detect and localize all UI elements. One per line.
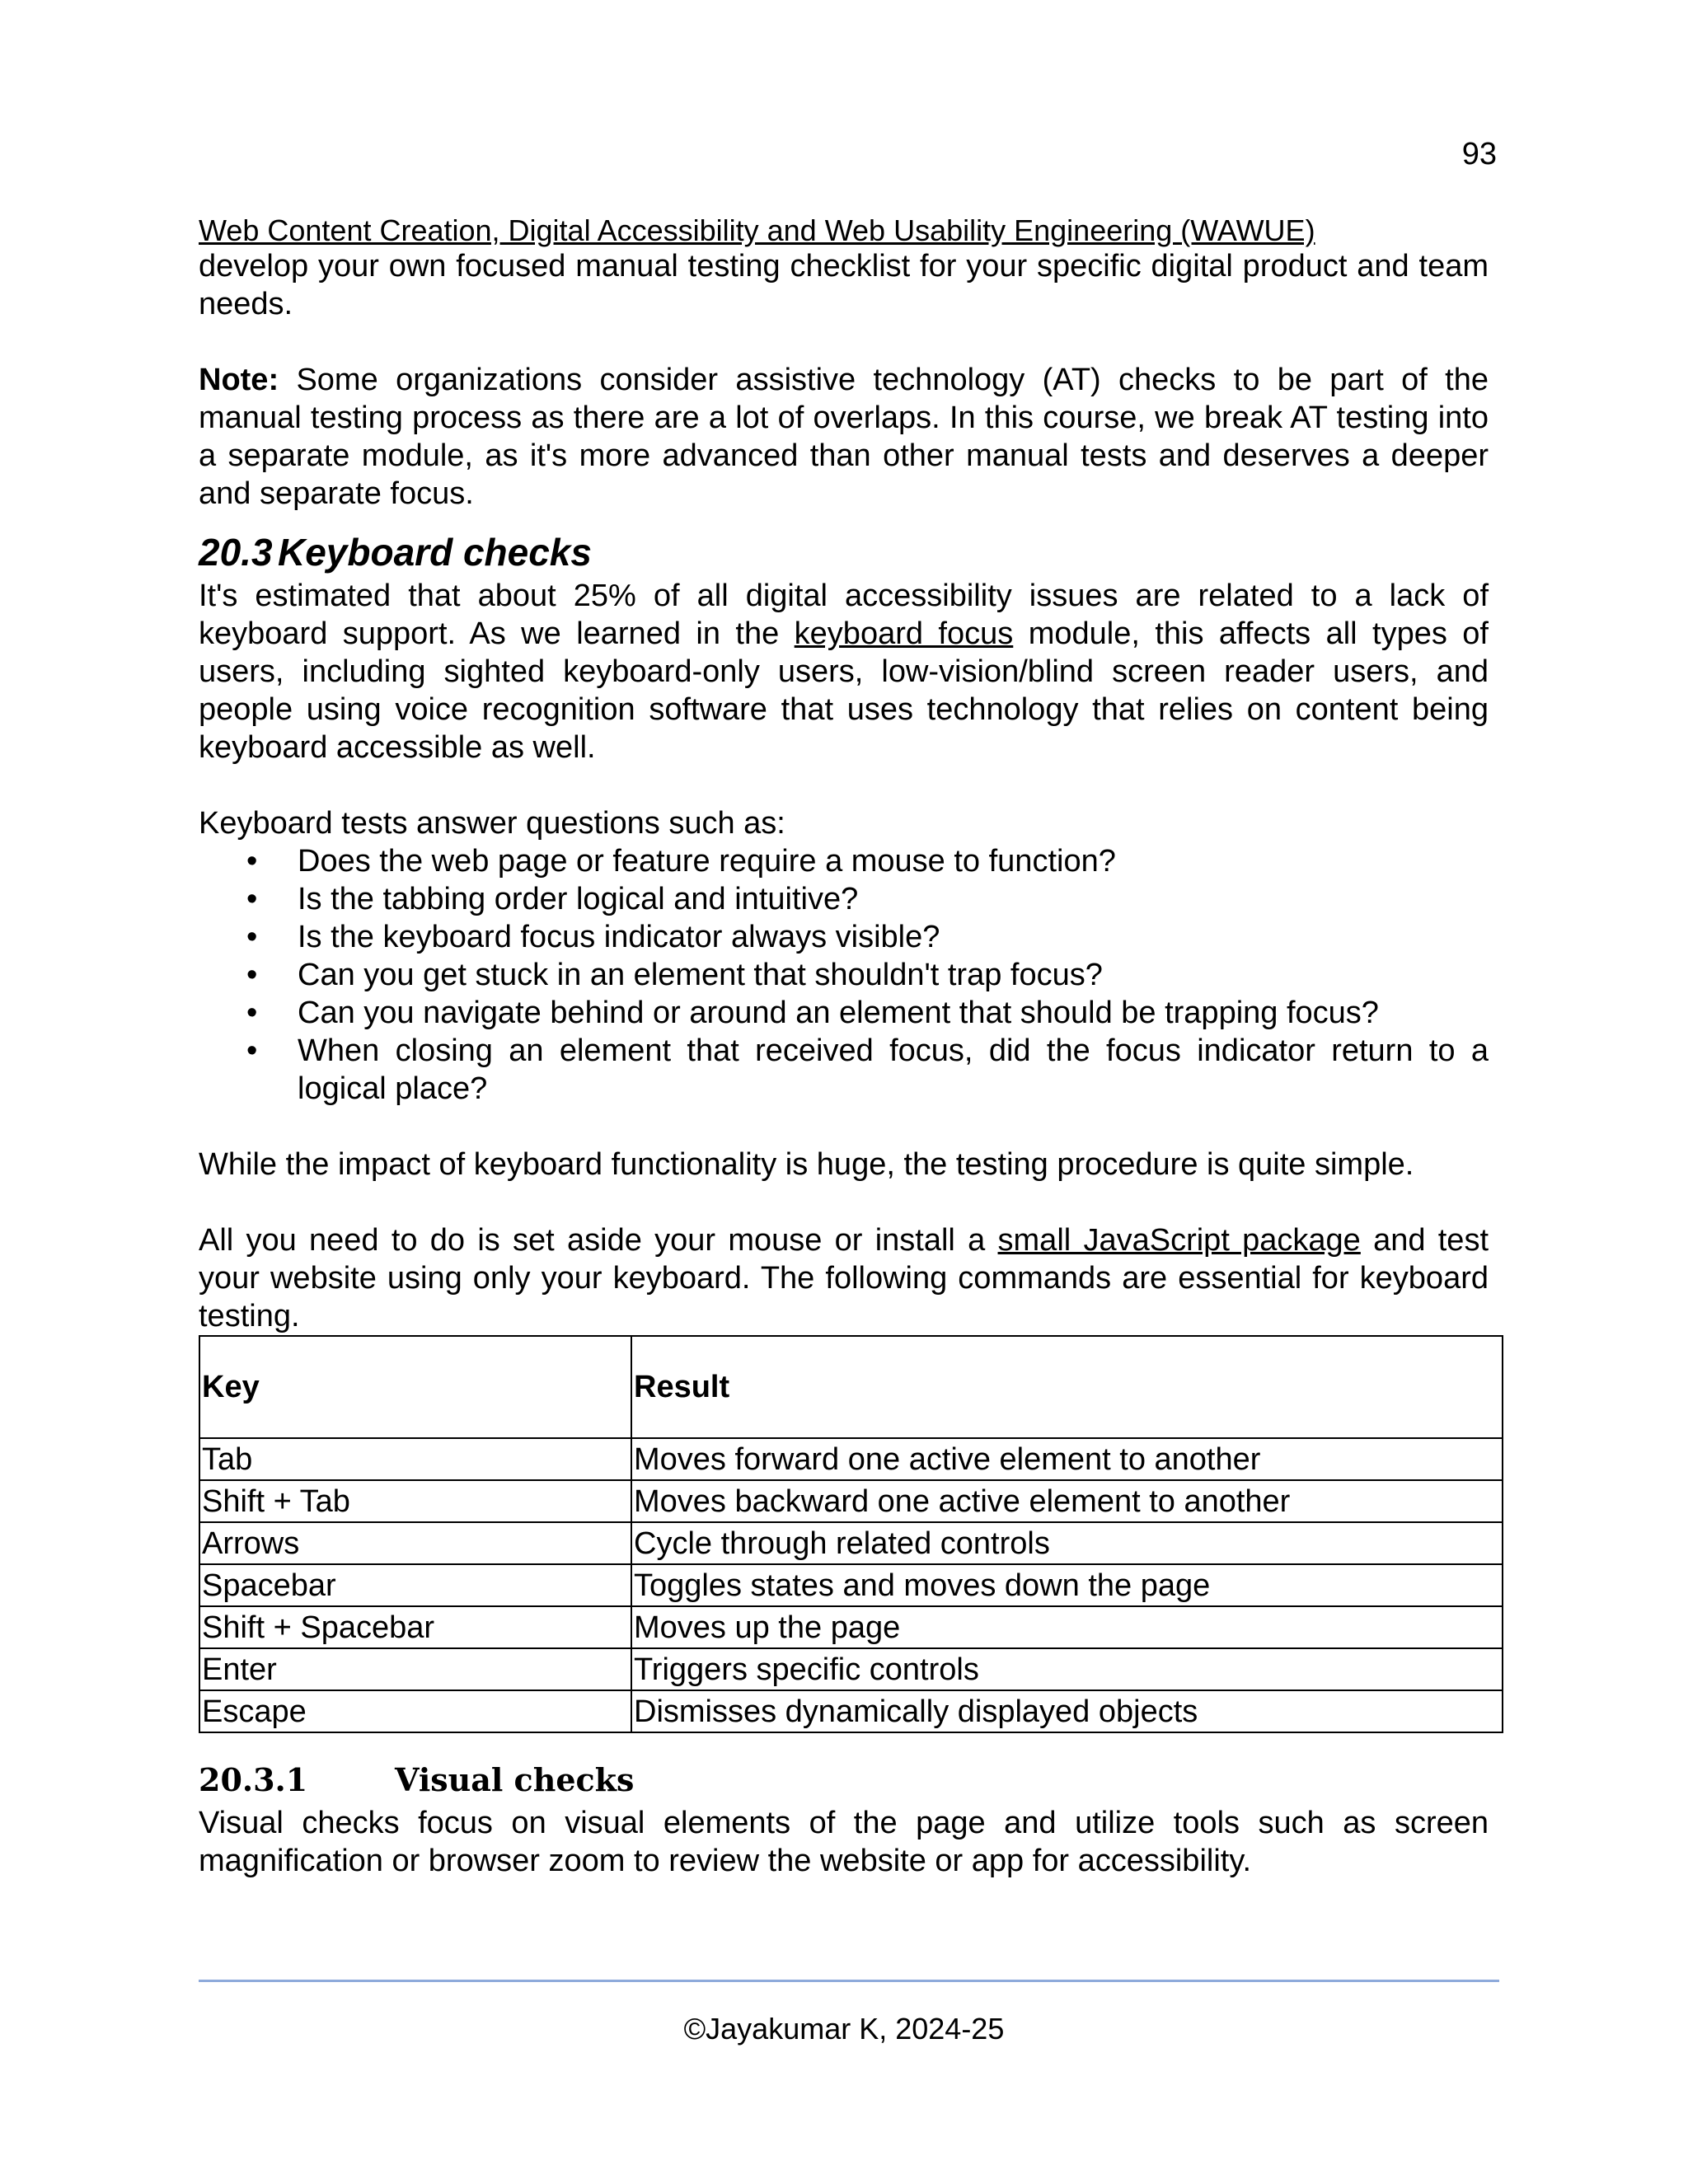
list-item: • Is the tabbing order logical and intuitive? [246,882,859,916]
keyboard-commands-table [199,1335,1503,1733]
section-paragraph-text-1: It's estimated that about 25% of all digital accessibility issues are related to a lack of keyboard support. As we learned in the [199,579,1489,651]
result-cell: Toggles states and moves down the page [631,1564,1503,1606]
key-cell: Shift + Tab [199,1480,631,1522]
header-result: Result [631,1336,1503,1438]
table-row [199,1564,1503,1606]
key-cell: Escape [199,1690,631,1732]
key-cell: Arrows [199,1522,631,1564]
bullet-icon: • [246,920,258,954]
list-item: • When closing an element that received focus, did the focus indicator return to a logical place? [246,1033,1489,1106]
note-text: Some organizations consider assistive technology (AT) checks to be part of the manual testing process as there are a lot of overlaps. In this course, we break AT testing into a separate module, as it's more advanced than other manual tests and deserves a deeper and separate focus. [199,363,1489,511]
subsection-title: Visual checks [395,1761,635,1798]
setup-paragraph-text-2: and test your website using only your keyboard. The following commands are essential for keyboard testing. [199,1223,1489,1333]
impact-paragraph: While the impact of keyboard functionality is huge, the testing procedure is quite simple. [199,1147,1414,1182]
result-cell: Moves up the page [631,1606,1503,1648]
setup-paragraph-text-1: All you need to do is set aside your mouse or install a [199,1223,998,1258]
list-item: • Can you navigate behind or around an element that should be trapping focus? [246,996,1379,1030]
footer-divider [199,1980,1499,1982]
key-cell: Enter [199,1648,631,1690]
result-cell: Cycle through related controls [631,1522,1503,1564]
footer-copyright: ©Jayakumar K, 2024-25 [683,2012,1005,2046]
javascript-package-link[interactable]: small JavaScript package [997,1223,1361,1258]
table-row [199,1480,1503,1522]
table-header-row [199,1336,1503,1438]
key-cell: Tab [199,1438,631,1480]
table-row [199,1438,1503,1480]
visual-checks-paragraph: Visual checks focus on visual elements of the page and utilize tools such as screen magnification or browser zoom to review the website or app for accessibility. [199,1806,1489,1878]
table-row [199,1690,1503,1732]
table-row [199,1522,1503,1564]
bullet-icon: • [246,844,258,879]
section-number: 20.3 [199,531,273,574]
result-cell: Moves backward one active element to another [631,1480,1503,1522]
bullet-icon: • [246,882,258,916]
list-item: • Can you get stuck in an element that shouldn't trap focus? [246,958,1103,992]
intro-paragraph: develop your own focused manual testing checklist for your specific digital product and team needs. [199,249,1489,321]
bullet-icon: • [246,996,258,1030]
subsection-number: 20.3.1 [199,1761,308,1798]
list-item: • Is the keyboard focus indicator always visible? [246,920,940,954]
section-heading [199,529,1489,575]
table-row [199,1606,1503,1648]
note-paragraph [199,361,1489,513]
keyboard-focus-link[interactable]: keyboard focus [794,616,1014,651]
key-cell: Spacebar [199,1564,631,1606]
note-label: Note: [199,363,279,397]
bullet-icon: • [246,1033,258,1068]
result-cell: Dismisses dynamically displayed objects [631,1690,1503,1732]
result-cell: Moves forward one active element to another [631,1438,1503,1480]
result-cell: Triggers specific controls [631,1648,1503,1690]
section-title: Keyboard checks [278,531,592,574]
bullet-icon: • [246,958,258,992]
key-cell: Shift + Spacebar [199,1606,631,1648]
setup-paragraph [199,1221,1489,1335]
section-paragraph [199,577,1489,766]
main-content [199,247,1489,1880]
running-header: Web Content Creation, Digital Accessibility and Web Usability Engineering (WAWUE) [199,213,1315,247]
header-key: Key [199,1336,631,1438]
table-row [199,1648,1503,1690]
subsection-heading [199,1758,1489,1802]
questions-list [199,842,1489,1108]
page-number: 93 [1461,137,1497,171]
section-paragraph-text-2: module, this affects all types of users, including sighted keyboard-only users, low-vision/blind screen reader users, and people using voice recognition software that uses technology that relies on content being keyboard accessible as well. [199,616,1489,765]
list-item: • Does the web page or feature require a mouse to function? [246,844,1116,879]
questions-intro: Keyboard tests answer questions such as: [199,806,785,841]
